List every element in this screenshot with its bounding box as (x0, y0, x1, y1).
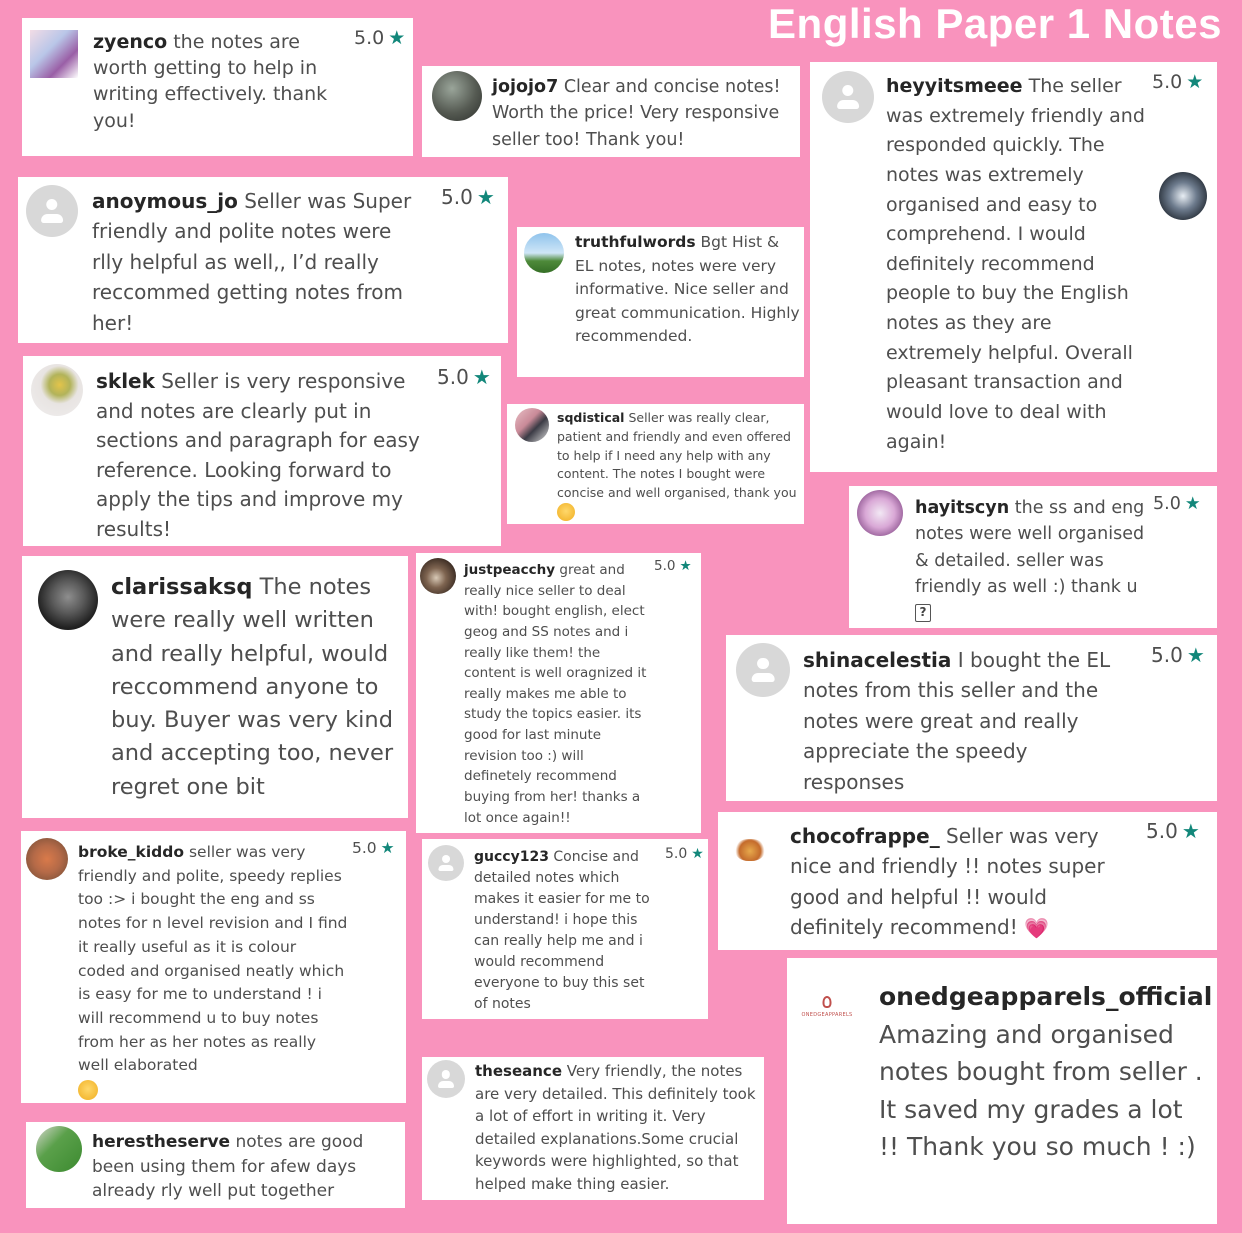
star-icon: ★ (388, 27, 406, 49)
review-username[interactable]: zyenco (93, 31, 168, 53)
avatar-icon (428, 845, 464, 881)
review-text (92, 1130, 405, 1204)
rating-value: 5.0 (1146, 819, 1178, 843)
rating-value: 5.0 (354, 27, 385, 49)
review-card-guccy123 (422, 839, 708, 1019)
star-icon: ★ (380, 839, 395, 857)
rating-value: 5.0 (437, 365, 469, 389)
inline-photo-icon (1159, 172, 1207, 220)
review-text (886, 72, 1146, 457)
review-text (92, 186, 422, 338)
review-card-hayitscyn (849, 486, 1217, 628)
rating (1153, 494, 1201, 514)
avatar-icon (427, 1060, 465, 1098)
review-body: Very friendly, the notes are very detailed. This definitely took a lot of effort in writing it. Very detailed explanations.Some crucial keywords were highlighted, so that helped make thing easier. (475, 1062, 756, 1193)
review-card-anoymous-jo (18, 177, 508, 343)
review-body: Clear and concise notes! Worth the price! Very responsive seller too! Thank you! (492, 77, 781, 150)
brand-logo-icon (795, 994, 859, 1022)
review-text (78, 841, 348, 1102)
review-username[interactable]: sklek (96, 369, 155, 393)
review-card-jojojo7 (422, 66, 800, 157)
review-username[interactable]: theseance (475, 1062, 562, 1080)
review-body: The seller was extremely friendly and responded quickly. The notes was extremely organised and easy to comprehend. I would definitely recommend people to buy the English notes as they are extremely helpful. Overall pleasant transaction and would love to deal with again! (886, 75, 1145, 453)
star-icon: ★ (1181, 819, 1200, 843)
avatar-icon (31, 364, 83, 416)
unknown-emoji-icon: ? (915, 604, 931, 622)
review-username[interactable]: jojojo7 (492, 77, 559, 97)
avatar-icon (38, 570, 98, 630)
rating (1152, 71, 1203, 93)
star-icon: ★ (476, 185, 495, 209)
review-username[interactable]: shinacelestia (803, 648, 952, 672)
review-username[interactable]: justpeacchy (464, 562, 556, 578)
review-username[interactable]: anoymous_jo (92, 189, 238, 213)
star-icon: ★ (1186, 643, 1205, 667)
review-text (93, 29, 358, 134)
review-username[interactable]: herestheserve (92, 1132, 231, 1152)
review-card-shinacelestia (726, 635, 1217, 801)
review-username[interactable]: guccy123 (474, 849, 549, 865)
rating (441, 185, 495, 209)
review-card-heyyitsmeee (810, 62, 1217, 472)
review-card-onedgeapparels-official (787, 958, 1217, 1224)
review-body: Seller was really clear, patient and friendly and even offered to help if I need any help with any content. The notes I bought were concise and well organised, thank you (557, 410, 797, 500)
grin-emoji-icon (78, 1080, 98, 1100)
avatar-icon (420, 558, 456, 594)
review-body: The notes were really well written and really helpful, would reccommend anyone to buy. Buyer was very kind and accepting too, never regret one bit (111, 574, 394, 800)
review-text (474, 847, 654, 1015)
smile-emoji-icon (557, 503, 575, 521)
heart-emoji-icon: 💗 (1024, 916, 1049, 941)
review-body: the ss and eng notes were well organised & detailed. seller was friendly as well :) thank u (915, 498, 1145, 597)
review-card-zyenco (22, 18, 413, 156)
star-icon: ★ (1184, 494, 1201, 514)
page-title: English Paper 1 Notes (768, 0, 1222, 47)
review-text (557, 409, 802, 522)
review-card-justpeacchy (416, 553, 701, 833)
review-username[interactable]: truthfulwords (575, 233, 696, 251)
review-body: I bought the EL notes from this seller and the notes were great and really appreciate the speedy responses (803, 648, 1111, 794)
avatar-icon (26, 185, 78, 237)
review-card-sqdistical (507, 404, 804, 524)
star-icon: ★ (472, 365, 491, 389)
rating-value: 5.0 (441, 185, 473, 209)
rating (352, 839, 395, 857)
rating-value: 5.0 (1152, 71, 1183, 93)
review-card-truthfulwords (517, 227, 804, 377)
review-text (492, 74, 797, 153)
rating (354, 27, 405, 49)
avatar-icon (857, 490, 903, 536)
review-text (96, 367, 426, 545)
avatar-icon (30, 30, 78, 78)
review-body: great and really nice seller to deal with! bought english, elect geog and SS notes and i really like them! the content is well oragnized it really makes me able to study the topics easier. its good for last minute revision too :) will definetely recommend buying from her! thanks a lot once again!! (464, 562, 647, 826)
review-body: Seller was very nice and friendly !! notes super good and helpful !! would definitely recommend! (790, 824, 1105, 940)
review-card-broke-kiddo (21, 831, 406, 1103)
review-body: Seller is very responsive and notes are clearly put in sections and paragraph for easy reference. Looking forward to apply the tips and improve my results! (96, 369, 420, 541)
logo-mark-icon (823, 996, 832, 1008)
review-body: seller was very friendly and polite, speedy replies too :> i bought the eng and ss notes for n level revision and I find it really useful as it is colour coded and organised neatly which is easy for me to understand ! i will recommend u to buy notes from her as her notes as really well elaborated (78, 843, 348, 1075)
avatar-icon (36, 1126, 82, 1172)
rating (1151, 643, 1205, 667)
avatar-icon (432, 71, 482, 121)
rating (665, 846, 704, 862)
review-username[interactable]: heyyitsmeee (886, 75, 1023, 97)
review-body: Concise and detailed notes which makes it easier for me to understand! i hope this can really help me and i would recommend everyone to buy this set of notes (474, 849, 650, 1012)
star-icon: ★ (1186, 71, 1204, 93)
review-body: Seller was Super friendly and polite notes were rlly helpful as well,, I’d really reccommed getting notes from her! (92, 189, 412, 335)
review-text (790, 821, 1125, 944)
review-body: notes are good been using them for afew days already rly well put together (92, 1132, 364, 1202)
review-text (464, 560, 654, 828)
review-body: Bgt Hist & EL notes, notes were very informative. Nice seller and great communication. Highly recommended. (575, 233, 800, 346)
avatar-icon (26, 838, 68, 880)
review-body: Amazing and organised notes bought from seller . It saved my grades a lot !! Thank you so much ! :) (879, 1019, 1203, 1161)
avatar-icon (822, 71, 874, 123)
rating-value: 5.0 (654, 558, 676, 574)
review-card-clarissaksq (22, 556, 408, 818)
avatar-icon (736, 643, 790, 697)
review-username[interactable]: broke_kiddo (78, 843, 185, 861)
rating-value: 5.0 (352, 839, 377, 857)
rating-value: 5.0 (665, 846, 688, 862)
rating (654, 558, 692, 574)
review-text (803, 645, 1123, 797)
rating (1146, 819, 1200, 843)
review-username[interactable]: onedgeapparels_official (879, 982, 1213, 1011)
review-card-herestheserve (26, 1122, 405, 1208)
avatar-icon (515, 408, 549, 442)
review-username[interactable]: hayitscyn (915, 498, 1010, 518)
review-username[interactable]: clarissaksq (111, 574, 253, 600)
logo-text: ONEDGEAPPARELS (801, 1012, 853, 1018)
review-card-chocofrappe (718, 812, 1217, 950)
rating-value: 5.0 (1153, 494, 1181, 514)
review-text (475, 1060, 763, 1195)
review-username[interactable]: sqdistical (557, 410, 625, 425)
avatar-icon (524, 233, 564, 273)
review-text (879, 978, 1213, 1166)
review-text (575, 231, 800, 349)
rating-value: 5.0 (1151, 643, 1183, 667)
review-text (111, 571, 401, 804)
review-body: the notes are worth getting to help in writing effectively. thank you! (93, 31, 328, 132)
review-card-theseance (422, 1057, 764, 1200)
star-icon: ★ (679, 558, 692, 574)
rating (437, 365, 491, 389)
review-card-sklek (23, 356, 501, 546)
review-username[interactable]: chocofrappe_ (790, 824, 940, 848)
star-icon: ★ (691, 846, 704, 862)
avatar-icon (735, 839, 765, 861)
review-text (915, 495, 1145, 626)
